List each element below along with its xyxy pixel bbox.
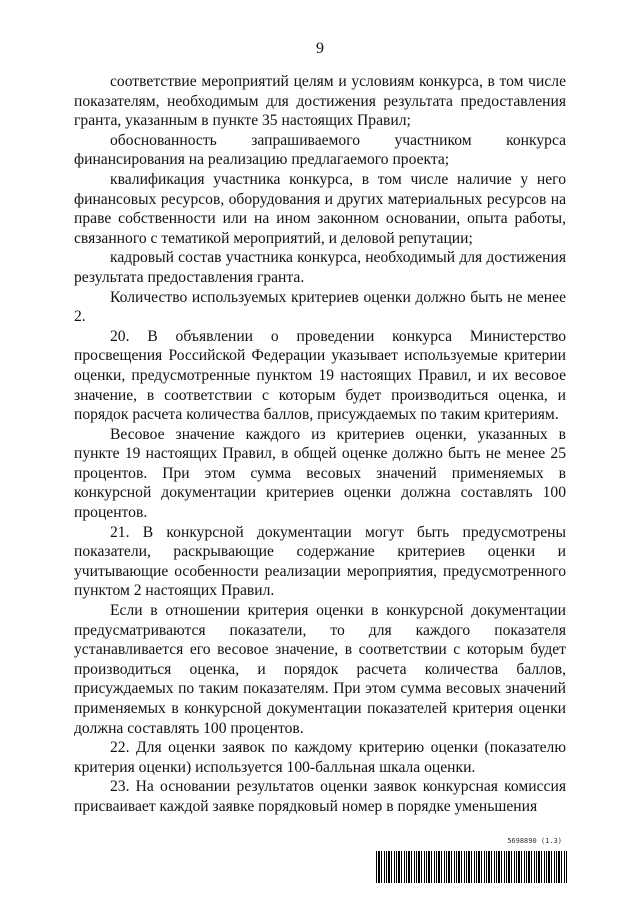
- paragraph: Если в отношении критерия оценки в конкурсной документации предусматриваются показатели, то для каждого показателя устанавливается его весовое значение, в соответствии с которым будет производиться оценка, и порядок расчета количества баллов, присуждаемых по таким показателям. При этом сумма весовых значений применяемых в конкурсной документации показателей критерия оценки должна составлять 100 процентов.: [74, 602, 566, 737]
- paragraph: квалификация участника конкурса, в том числе наличие у него финансовых ресурсов, оборудования и других материальных ресурсов на праве собственности или на ином законном основании, опыта работы, связанного с тематикой мероприятий, и деловой репутации;: [74, 170, 566, 247]
- paragraph: Весовое значение каждого из критериев оценки, указанных в пункте 19 настоящих Правил, в общей оценке должно быть не менее 25 процентов. При этом сумма весовых значений применяемых в конкурсной документации критериев оценки должна составлять 100 процентов.: [74, 425, 566, 522]
- page-number: 9: [316, 40, 324, 57]
- document-code: 5698890 (1.3): [507, 837, 562, 845]
- paragraph: обоснованность запрашиваемого участником конкурса финансирования на реализацию предлагаемого проекта;: [74, 131, 566, 169]
- document-body: [74, 72, 566, 817]
- paragraph: Количество используемых критериев оценки должно быть не менее 2.: [74, 288, 566, 326]
- paragraph: 22. Для оценки заявок по каждому критерию оценки (показателю критерия оценки) используется 100-балльная шкала оценки.: [74, 739, 566, 776]
- paragraph: кадровый состав участника конкурса, необходимый для достижения результата предоставления гранта.: [74, 249, 566, 286]
- barcode: [376, 851, 568, 883]
- paragraph: 21. В конкурсной документации могут быть предусмотрены показатели, раскрывающие содержание критериев оценки и учитывающие особенности реализации мероприятия, предусмотренного пунктом 2 настоящих Правил.: [74, 523, 566, 600]
- paragraph: 20. В объявлении о проведении конкурса Министерство просвещения Российской Федерации указывает используемые критерии оценки, предусмотренные пунктом 19 настоящих Правил, и их весовое значение, в соответствии с которым будет производиться оценка, и порядок расчета количества баллов, присуждаемых по таким критериям.: [74, 327, 566, 424]
- paragraph: 23. На основании результатов оценки заявок конкурсная комиссия присваивает каждой заявке порядковый номер в порядке уменьшения: [74, 778, 566, 815]
- paragraph: соответствие мероприятий целям и условиям конкурса, в том числе показателям, необходимым для достижения результата предоставления гранта, указанным в пункте 35 настоящих Правил;: [74, 73, 566, 130]
